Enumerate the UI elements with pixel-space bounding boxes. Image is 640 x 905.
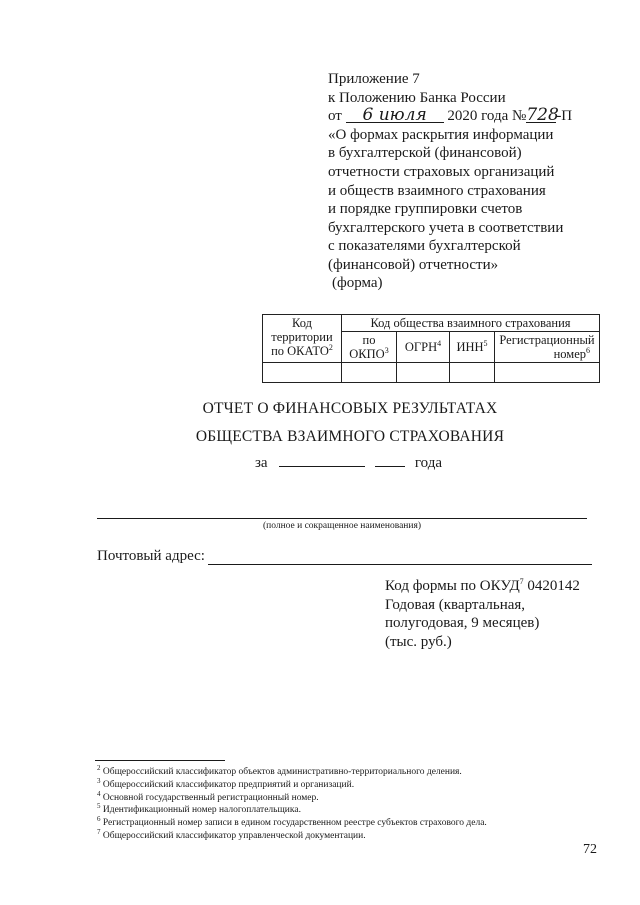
period-suffix: года (414, 455, 442, 471)
footnote: $^2$ Общероссийский классификатор объектов административно-территориального деления. (97, 763, 462, 777)
period-blank[interactable] (279, 454, 365, 467)
okud-block (385, 577, 580, 651)
handwritten-number: 728 (526, 105, 559, 126)
organization-name-line[interactable] (97, 518, 587, 519)
appendix-line: «О формах раскрытия информации (328, 126, 554, 143)
appendix-line: и порядке группировки счетов (328, 201, 523, 218)
footnote: $^5$ Идентификационный номер налогоплательщика. (97, 802, 301, 816)
okud-periodicity: Годовая (квартальная, (385, 596, 526, 613)
territory-code-header: Код территории по ОКАТО$^2$ (263, 315, 342, 363)
appendix-line: (финансовой) отчетности» (328, 256, 499, 273)
territory-code-cell[interactable] (263, 363, 342, 383)
okpo-cell[interactable] (342, 363, 397, 383)
postal-address-label: Почтовый адрес: (97, 548, 205, 564)
report-title-line1: ОТЧЕТ О ФИНАНСОВЫХ РЕЗУЛЬТАТАХ (202, 400, 498, 417)
appendix-line: бухгалтерского учета в соответствии (328, 219, 564, 236)
footnote-separator (95, 760, 225, 761)
footnote: $^7$ Общероссийский классификатор управленческой документации. (97, 827, 366, 841)
inn-header: ИНН$^5$ (450, 332, 495, 363)
handwritten-date: 6 июля (346, 108, 444, 123)
organization-name-caption: (полное и сокращенное наименования) (262, 521, 422, 531)
year-text: 2020 года № (447, 108, 527, 125)
ogrn-cell[interactable] (397, 363, 450, 383)
year-blank[interactable] (375, 454, 405, 467)
appendix-regulation: к Положению Банка России (328, 89, 506, 106)
appendix-title: Приложение 7 (328, 71, 420, 87)
footnote: $^3$ Общероссийский классификатор предприятий и организаций. (97, 776, 355, 790)
footnotes (97, 763, 597, 843)
ogrn-header: ОГРН$^4$ (397, 332, 450, 363)
inn-cell[interactable] (450, 363, 495, 383)
okud-periodicity-cont: полугодовая, 9 месяцев) (385, 615, 540, 632)
okud-code-line: Код формы по ОКУД$^7$ 0420142 (385, 577, 580, 594)
appendix-date-line (328, 107, 628, 126)
codes-table (262, 314, 600, 383)
society-code-header: Код общества взаимного страхования (342, 315, 600, 332)
okud-units: (тыс. руб.) (385, 633, 452, 650)
registration-number-header: Регистрационный номер$^6$ (495, 332, 600, 363)
appendix-line: с показателями бухгалтерской (328, 238, 521, 255)
postal-address-line[interactable] (208, 564, 592, 565)
appendix-line: отчетности страховых организаций (328, 163, 555, 180)
appendix-line: и обществ взаимного страхования (328, 182, 546, 199)
registration-number-cell[interactable] (495, 363, 600, 383)
period-prefix: за (255, 455, 268, 471)
appendix-line: в бухгалтерской (финансовой) (328, 145, 522, 162)
number-suffix: -П (556, 108, 573, 125)
date-prefix: от (328, 108, 342, 125)
footnote: $^6$ Регистрационный номер записи в едином государственном реестре субъектов страхового дела. (97, 815, 487, 829)
okpo-header: по ОКПО$^3$ (342, 332, 397, 363)
page-number: 72 (583, 842, 597, 857)
report-title-line2: ОБЩЕСТВА ВЗАИМНОГО СТРАХОВАНИЯ (195, 428, 505, 445)
appendix-header (328, 70, 628, 275)
form-label: (форма) (332, 275, 383, 291)
footnote: $^4$ Основной государственный регистрационный номер. (97, 789, 319, 803)
period-line (255, 454, 442, 472)
